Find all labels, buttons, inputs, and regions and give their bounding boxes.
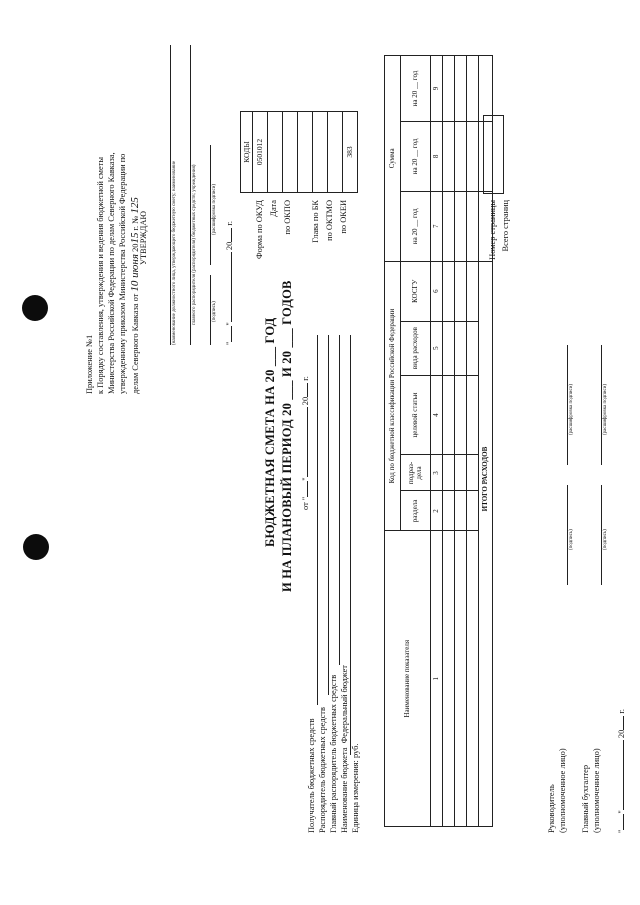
recipient-label: Получатель бюджетных средств [307,718,316,833]
col-code-group-header: Код по бюджетной классификации Российской Федерации [385,261,401,531]
quote-mark: " [617,829,626,833]
table-row [443,56,455,827]
codes-table [240,111,358,193]
table-row [467,56,479,827]
handwritten-year: 15 [129,232,141,244]
blank [623,814,624,830]
total-year3 [479,56,493,122]
approve-sign-caption: (подпись) [212,301,217,322]
chief-label: Главный бухгалтер [581,764,590,833]
col-year1-header: на 20 __ год [401,191,431,261]
page-number-label: Номер страницы [488,200,497,260]
form-title: БЮДЖЕТНАЯ СМЕТА НА 20 ___ ГОД [263,317,277,547]
head-sub-label: (уполномоченное лицо) [558,748,567,833]
approve-org-caption: главного распорядителя (распорядителя) бюджетных средств; учреждения) [192,164,197,325]
approve-decode-line [210,145,211,265]
col-num: 6 [431,261,443,321]
blank [307,481,308,497]
appendix-title: Приложение №1 [85,334,94,394]
col-num: 2 [431,491,443,531]
distributor-line [328,335,329,695]
handwritten-date: 10 июня [129,254,141,292]
codes-label: Дата [269,200,278,217]
distributor-label: Распорядитель бюджетных средств [318,707,327,833]
chief-sign-caption: (подпись) [603,529,608,550]
col-subsection-header: подраз-дела [401,455,431,491]
approve-line [190,45,191,345]
oktmo-code [328,112,343,193]
approve-title: УТВЕРЖДАЮ [139,211,148,265]
col-sum-header: Сумма [385,56,401,262]
blank [231,228,232,242]
col-num: 9 [431,56,443,122]
col-type-header: вида расходов [401,321,431,375]
chief-sub-label: (уполномоченное лицо) [592,748,601,833]
col-year2-header: на 20 __ год [401,121,431,191]
budget-table [384,55,493,827]
col-num: 3 [431,455,443,491]
approve-date [226,221,234,345]
year-prefix: 20 [617,729,626,739]
page-counter-cell [484,116,504,194]
form-date: от "" 20 г. [301,376,310,510]
chief-decode-line [601,345,602,465]
bk-code [313,112,328,193]
main-distributor-label: Главный распорядитель бюджетных средств [329,674,338,833]
date-from: от " [301,496,310,510]
blank [231,252,232,322]
col-num: 8 [431,121,443,191]
appendix-number-label: г. № [131,215,140,231]
year-prefix: 20 [301,396,310,406]
quote-mark: " [225,322,234,326]
codes-label: по ОКПО [283,200,292,235]
budget-name-value: Федеральный бюджет [340,665,349,744]
col-num: 5 [431,321,443,375]
codes-header: КОДЫ [241,112,253,193]
head-sign-caption: (подпись) [569,529,574,550]
head-label: Руководитель [547,784,556,833]
col-name-header: Наименование показателя [385,531,431,827]
unit-label: Единица измерения: руб. [351,743,360,833]
appendix-line: к Порядку составления, утверждения и ведения бюджетной сметы [96,157,105,394]
chief-sign-line [601,485,602,585]
col-year3-header: на 20 __ год [401,56,431,122]
year-prefix: 20 [225,241,234,251]
handwritten-number: 125 [129,197,141,214]
okei-code: 383 [343,112,358,193]
budget-line [350,335,351,755]
date-code [268,112,283,193]
approve-line [170,45,171,345]
appendix-line: утвержденному приказом Министерства Российской Федерации по [118,153,127,394]
okud-code: 0501012 [253,112,268,193]
recipient-line [317,335,318,705]
appendix-line: Министерства Российской Федерации по делам Северного Кавказа, [107,152,116,394]
col-kosgu-header: КОСГУ [401,261,431,321]
chief-decode-caption: (расшифровка подписи) [603,383,608,435]
codes-label: Глава по БК [311,200,320,243]
year-suffix: г. [225,221,234,226]
page-total-label: Всего страниц [501,200,510,252]
head-decode-line [567,345,568,465]
blank [307,407,308,477]
year-suffix: г. [617,709,626,714]
blank [623,716,624,730]
form-subtitle: И НА ПЛАНОВЫЙ ПЕРИОД 20 ___ И 20 ___ ГОДОВ [280,280,294,592]
blank [307,383,308,397]
col-target-header: целевой статьи [401,375,431,455]
appendix-year-prefix: 20 [131,243,140,252]
col-section-header: раздела [401,491,431,531]
approve-position-caption: (наименование должностного лица, утверждающего бюджетную смету; наименование [172,160,177,345]
head-sign-line [567,485,568,585]
quote-mark: " [225,341,234,345]
col-num: 4 [431,375,443,455]
codes-label: по ОКЕИ [339,200,348,234]
column-numbers-row [431,56,443,827]
total-label: ИТОГО РАСХОДОВ [479,261,493,826]
okpo-code [283,112,298,193]
blank [231,326,232,342]
approve-decode-caption: (расшифровка подписи) [212,183,217,235]
head-decode-caption: (расшифровка подписи) [569,383,574,435]
codes-label: по ОКТМО [325,200,334,241]
col-num: 7 [431,191,443,261]
sign-date [618,709,626,833]
main-distributor-line [339,335,340,665]
blank [623,740,624,810]
appendix-text: делам Северного Кавказа от [131,293,140,394]
page-counter-box [483,115,504,194]
approve-sign-line [210,275,211,345]
budget-name-label: Наименование бюджета [340,747,349,833]
year-suffix: г. [301,376,310,381]
col-num: 1 [431,531,443,827]
budget-label [341,665,349,833]
codes-label: Форма по ОКУД [255,200,264,259]
empty-code [298,112,313,193]
quote-mark: " [617,810,626,814]
table-row [455,56,467,827]
